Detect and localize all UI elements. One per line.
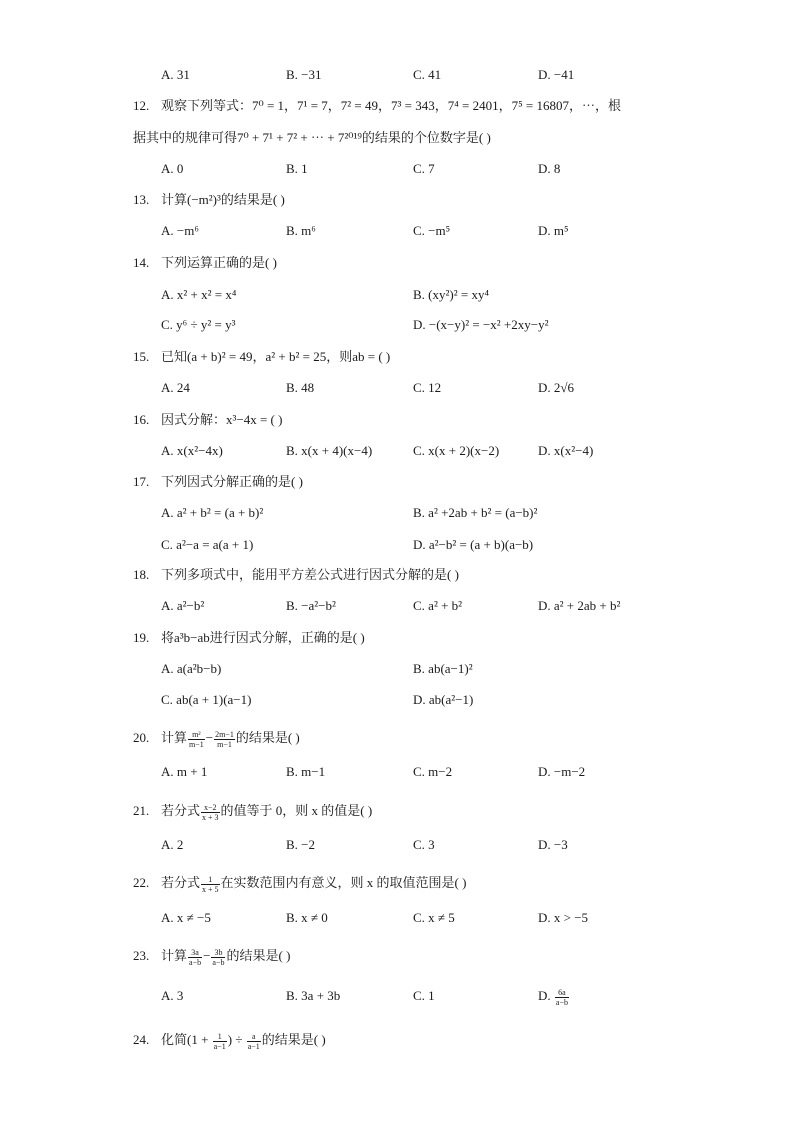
option-b: B. 48 [286,380,315,395]
fraction [247,1032,261,1051]
question-number: 21. [133,803,150,818]
option-a: A. a²−b² [161,598,205,613]
denominator: m−1 [189,739,204,749]
text-pre: 计算 [161,948,188,963]
question-text: 已知(a + b)² = 49，a² + b² = 25，则ab = ( ) [161,349,391,364]
question-number: 19. [133,630,150,645]
question-18-options [0,595,794,617]
option-d: D. −(x−y)² = −x² +2xy−y² [413,317,549,332]
option-c: C. ab(a + 1)(a−1) [161,692,252,707]
text-post: 的结果是( ) [261,1032,326,1047]
option-c: C. 12 [413,380,442,395]
question-text: 下列因式分解正确的是( ) [161,474,303,489]
denominator: a−b [212,957,225,967]
option-d: D. 2√6 [538,380,575,395]
question-number: 13. [133,192,150,207]
question-22 [0,872,794,894]
question-number: 14. [133,255,150,270]
question-12 [0,95,794,117]
option-a: A. x² + x² = x⁴ [161,287,237,302]
text-post: 的结果是( ) [226,948,291,963]
question-14-options-row2 [0,314,794,336]
question-20 [0,727,794,749]
question-17-options-row1 [0,502,794,524]
question-number: 12. [133,98,150,113]
question-22-options [0,907,794,929]
option-a: A. 24 [161,380,190,395]
question-number: 23. [133,948,150,963]
question-text: 观察下列等式：7⁰ = 1，7¹ = 7，7² = 49，7³ = 343，7⁴ = 2401，7⁵ = 16807，⋯，根 [161,98,621,113]
fraction [211,948,225,967]
option-d: D. 8 [538,161,561,176]
option-c: C. 41 [413,67,442,82]
fraction [201,803,220,822]
denominator: x + 3 [202,812,219,822]
question-number: 17. [133,474,150,489]
option-b: B. x(x + 4)(x−4) [286,443,373,458]
text-pre: 若分式 [161,875,201,890]
option-c: C. x ≠ 5 [413,910,455,925]
option-d: D. −3 [538,837,568,852]
question-12-options [0,158,794,180]
option-d: D. a²−b² = (a + b)(a−b) [413,537,534,552]
text-pre: 化简(1 + [161,1032,212,1047]
question-14 [0,252,794,274]
option-c: C. m−2 [413,764,453,779]
option-d: D. a² + 2ab + b² [538,598,621,613]
option-d [538,985,570,1007]
option-d: D. −41 [538,67,575,82]
question-12-cont [0,127,794,149]
option-b: B. (xy²)² = xy⁴ [413,287,489,302]
question-number: 18. [133,567,150,582]
option-c: C. 1 [413,988,435,1003]
question-19-options-row2 [0,689,794,711]
denominator: m−1 [217,739,232,749]
prev-question-options [0,64,794,86]
text-pre: 计算 [161,730,188,745]
numerator: 3b [211,948,225,958]
question-13 [0,189,794,211]
option-a: A. 3 [161,988,184,1003]
numerator: m² [188,730,205,740]
fraction [214,730,235,749]
option-b: B. m⁶ [286,223,316,238]
option-c: C. x(x + 2)(x−2) [413,443,500,458]
question-number: 16. [133,412,150,427]
question-text: 下列多项式中，能用平方差公式进行因式分解的是( ) [161,567,459,582]
question-text [161,945,684,967]
option-a: A. x ≠ −5 [161,910,211,925]
question-17-options-row2 [0,534,794,556]
option-b: B. −a²−b² [286,598,336,613]
option-b: B. ab(a−1)² [413,661,473,676]
option-a: A. 0 [161,161,184,176]
question-15-options [0,377,794,399]
text-pre: 若分式 [161,803,201,818]
question-text [161,872,684,894]
question-text [161,800,684,822]
question-16 [0,409,794,431]
fraction [188,948,202,967]
question-13-options [0,220,794,242]
fraction [555,988,569,1007]
option-d: D. −m−2 [538,764,586,779]
denominator: x + 5 [202,884,219,894]
denominator: a−b [189,957,202,967]
operator: − [205,730,214,745]
option-b: B. x ≠ 0 [286,910,328,925]
option-c: C. a² + b² [413,598,463,613]
question-17 [0,471,794,493]
option-b: B. −2 [286,837,316,852]
text-post: 的结果是( ) [235,730,300,745]
question-18 [0,564,794,586]
question-21-options [0,834,794,856]
numerator: 3a [188,948,202,958]
option-a: A. m + 1 [161,764,208,779]
option-d: D. x(x²−4) [538,443,594,458]
question-23-options [0,985,794,1007]
option-c: C. y⁶ ÷ y² = y³ [161,317,236,332]
question-number: 22. [133,875,150,890]
question-text [161,727,684,749]
option-a: A. 2 [161,837,184,852]
option-c: C. 3 [413,837,435,852]
option-a: A. −m⁶ [161,223,199,238]
question-21 [0,800,794,822]
operator: − [203,948,211,963]
text-post: 的值等于 0，则 x 的值是( ) [220,803,373,818]
option-a: A. x(x²−4x) [161,443,223,458]
option-b: B. m−1 [286,764,326,779]
question-14-options-row1 [0,284,794,306]
option-b: B. −31 [286,67,322,82]
option-b: B. a² +2ab + b² = (a−b)² [413,505,538,520]
option-c: C. a²−a = a(a + 1) [161,537,254,552]
option-b: B. 3a + 3b [286,988,341,1003]
option-d: D. ab(a²−1) [413,692,474,707]
question-text: 计算(−m²)³的结果是( ) [161,192,285,207]
option-b: B. 1 [286,161,308,176]
question-19-options-row1 [0,658,794,680]
option-d: D. m⁵ [538,223,569,238]
question-23 [0,945,794,967]
question-number: 15. [133,349,150,364]
fraction [201,875,220,894]
numerator: 1 [213,1032,227,1042]
option-a: A. 31 [161,67,190,82]
question-text [161,1029,684,1051]
fraction [188,730,205,749]
question-text-cont: 据其中的规律可得7⁰ + 7¹ + 7² + ⋯ + 7²⁰¹⁹的结果的个位数字是( ) [133,130,491,145]
question-15 [0,346,794,368]
question-number: 20. [133,730,150,745]
question-text: 因式分解：x³−4x = ( ) [161,412,283,427]
question-19 [0,627,794,649]
numerator: 2m−1 [215,729,234,739]
option-a: A. a² + b² = (a + b)² [161,505,264,520]
question-24 [0,1029,794,1051]
operator: ) ÷ [227,1032,246,1047]
numerator: 1 [201,875,220,885]
denominator: a−1 [213,1041,226,1051]
question-number: 24. [133,1032,150,1047]
option-d: D. x > −5 [538,910,589,925]
numerator: a [247,1032,261,1042]
option-d-label: D. [538,988,554,1003]
question-text: 下列运算正确的是( ) [161,255,277,270]
denominator: a−1 [247,1041,260,1051]
fraction [213,1032,227,1051]
question-16-options [0,440,794,462]
text-post: 在实数范围内有意义，则 x 的取值范围是( ) [220,875,467,890]
numerator: x−2 [201,803,220,813]
option-c: C. 7 [413,161,435,176]
denominator: a−b [555,997,568,1007]
question-text: 将a³b−ab进行因式分解，正确的是( ) [161,630,365,645]
numerator: 6a [555,988,569,998]
question-20-options [0,761,794,783]
option-c: C. −m⁵ [413,223,451,238]
option-a: A. a(a²b−b) [161,661,222,676]
